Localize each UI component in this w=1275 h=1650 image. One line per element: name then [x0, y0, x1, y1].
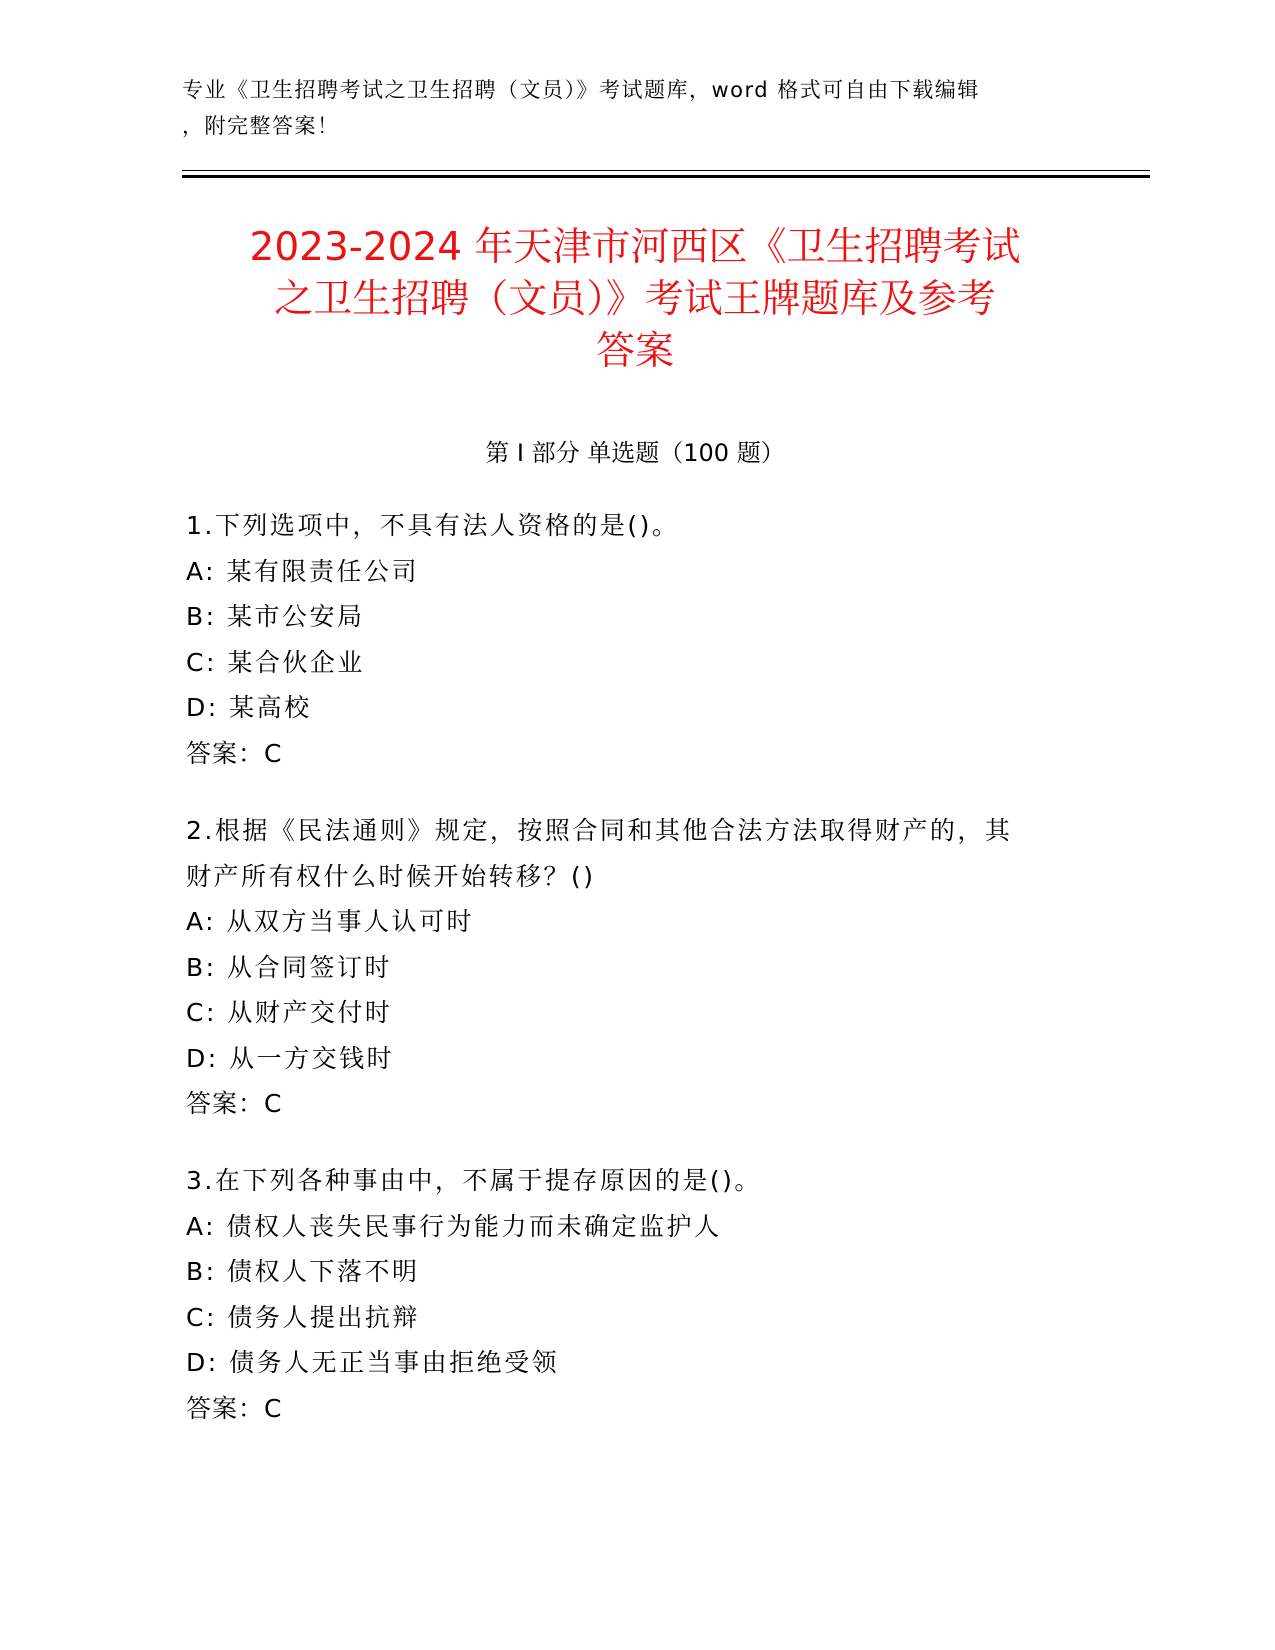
option-b: B: 债权人下落不明 — [186, 1257, 420, 1286]
option-b: B: 某市公安局 — [186, 602, 365, 631]
document-title-line-1: 2023-2024 年天津市河西区《卫生招聘考试 — [249, 225, 1021, 270]
header-note-line-1: 专业《卫生招聘考试之卫生招聘（文员）》考试题库，word 格式可自由下载编辑 — [182, 78, 980, 102]
answer: 答案：C — [186, 1089, 283, 1118]
option-a: A: 债权人丧失民事行为能力而未确定监护人 — [186, 1211, 722, 1241]
answer: 答案：C — [186, 1393, 283, 1423]
answer: 答案：C — [186, 738, 283, 768]
question-stem: 3.在下列各种事由中，不属于提存原因的是()。 — [186, 1166, 762, 1195]
option-d: D: 债务人无正当事由拒绝受领 — [186, 1348, 560, 1377]
question-stem: 1.下列选项中，不具有法人资格的是()。 — [186, 511, 680, 540]
header-rule-thin — [182, 170, 1150, 171]
document-title — [182, 222, 1088, 378]
document-title-line-3: 答案 — [595, 329, 674, 374]
option-b: B: 从合同签订时 — [186, 952, 393, 982]
document-title-line-2: 之卫生招聘（文员）》考试王牌题库及参考 — [274, 277, 996, 322]
header-note-line-2: ，附完整答案！ — [182, 114, 340, 138]
header-note — [182, 72, 1062, 144]
question-stem-line-1: 2.根据《民法通则》规定，按照合同和其他合法方法取得财产的，其 — [186, 816, 1013, 845]
question-1 — [186, 503, 1086, 776]
section-title: 第 I 部分 单选题（100 题） — [485, 439, 785, 467]
option-a: A: 从双方当事人认可时 — [186, 907, 475, 936]
option-c: C: 债务人提出抗辩 — [186, 1302, 420, 1332]
question-stem-line-2: 财产所有权什么时候开始转移？() — [186, 861, 596, 891]
question-3 — [186, 1158, 1086, 1431]
header-rule-thick — [182, 175, 1150, 178]
question-2 — [186, 808, 1086, 1127]
option-a: A: 某有限责任公司 — [186, 556, 420, 586]
option-c: C: 从财产交付时 — [186, 998, 393, 1027]
option-c: C: 某合伙企业 — [186, 647, 365, 677]
option-d: D: 某高校 — [186, 693, 312, 722]
option-d: D: 从一方交钱时 — [186, 1043, 395, 1073]
